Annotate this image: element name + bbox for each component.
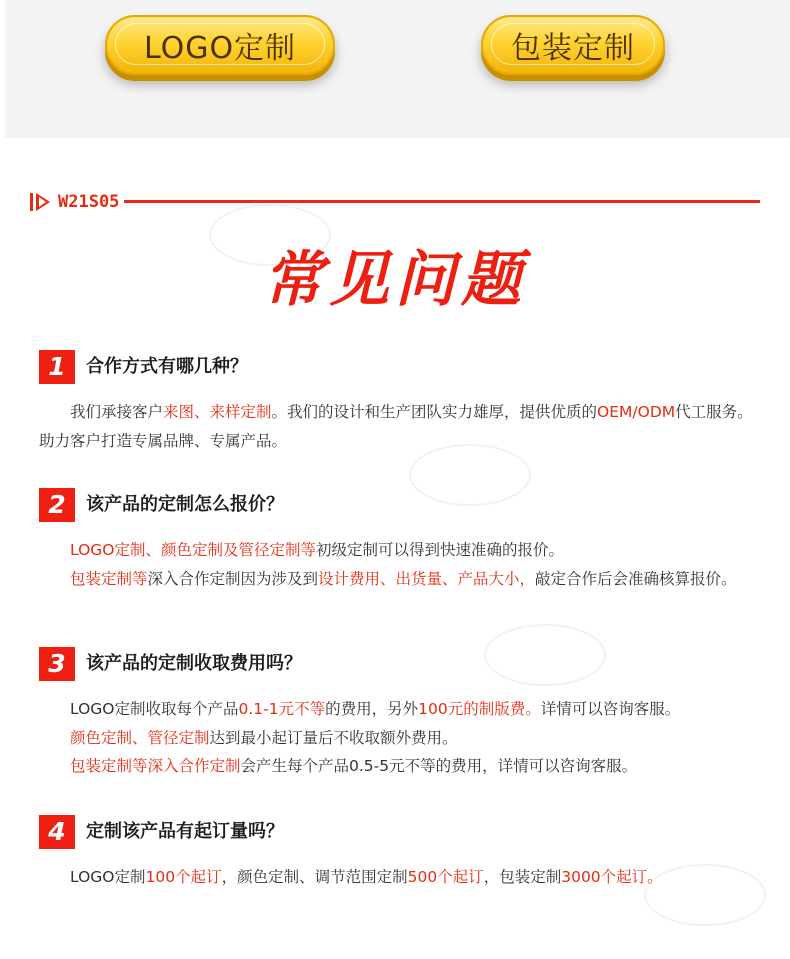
answer-text: ，包装定制 xyxy=(483,868,562,886)
package-custom-label: 包装定制 xyxy=(511,31,635,66)
faq-answer-paragraph xyxy=(39,752,759,781)
highlight-text: 0.1-1元不等 xyxy=(238,700,326,718)
tag-bar-icon xyxy=(30,193,33,211)
highlight-text: OEM/ODM xyxy=(597,403,676,421)
faq-answer-paragraph xyxy=(39,695,759,724)
answer-text: ，颜色定制、调节范围定制 xyxy=(221,868,408,886)
faq-answer-paragraph xyxy=(39,724,759,753)
answer-text: 初级定制可以得到快速准确的报价。 xyxy=(316,541,565,559)
section-code: W21S05 xyxy=(58,192,120,212)
answer-text: 敲定合作后会准确核算报价。 xyxy=(535,569,737,588)
faq-question: 该产品的定制收取费用吗？ xyxy=(86,653,302,674)
faq-answer xyxy=(39,536,759,593)
answer-text: LOGO定制 xyxy=(70,868,146,886)
logo-custom-button[interactable] xyxy=(105,15,335,75)
faq-answer-paragraph xyxy=(39,536,759,565)
faq-answer xyxy=(39,695,759,781)
section-divider xyxy=(124,200,760,203)
logo-custom-label: LOGO定制 xyxy=(143,31,297,66)
faq-question: 该产品的定制怎么报价？ xyxy=(86,494,284,515)
answer-text: 深入合作定制因为涉及到 xyxy=(147,569,319,588)
faq-number-badge: 1 xyxy=(39,350,75,384)
highlight-text: 100个起订 xyxy=(145,868,222,886)
faq-number-badge: 2 xyxy=(39,488,75,522)
answer-text: 代工服务。助力客户打造专属品牌、专属产品。 xyxy=(39,403,753,450)
highlight-text: 包装定制等 xyxy=(70,569,148,588)
faq-number-badge: 3 xyxy=(39,647,75,681)
answer-text: LOGO定制收取每个产品 xyxy=(70,700,239,718)
faq-answer-paragraph xyxy=(39,565,759,594)
highlight-text: 100元的制版费。 xyxy=(418,700,541,718)
highlight-text: 包装定制等深入合作定制 xyxy=(70,757,241,775)
highlight-text: 来图、来样定制 xyxy=(163,403,272,421)
answer-text: 详情可以咨询客服。 xyxy=(540,700,681,718)
answer-text: 。我们的设计和生产团队实力雄厚，提供优质的 xyxy=(271,403,598,421)
faq-answer xyxy=(39,863,759,892)
play-triangle-icon xyxy=(36,193,50,211)
package-custom-button[interactable] xyxy=(481,15,665,75)
highlight-text: 颜色定制、管径定制 xyxy=(70,728,210,747)
answer-text: 我们承接客户 xyxy=(70,403,164,421)
section-tag xyxy=(30,191,119,213)
faq-question: 定制该产品有起订量吗？ xyxy=(86,821,284,842)
watermark-logo xyxy=(480,620,610,690)
faq-question: 合作方式有哪几种？ xyxy=(86,356,248,377)
highlight-text: 3000个起订。 xyxy=(561,868,663,886)
faq-answer-paragraph xyxy=(39,863,759,892)
highlight-text: LOGO定制、颜色定制及管径定制等 xyxy=(70,541,316,559)
answer-text: 达到最小起订量后不收取额外费用。 xyxy=(209,728,458,747)
highlight-text: 500个起订 xyxy=(407,868,484,886)
page-title: 常见问题 xyxy=(263,245,527,315)
faq-answer xyxy=(39,398,759,455)
answer-text: 会产生每个产品0.5-5元不等的费用，详情可以咨询客服。 xyxy=(240,757,638,775)
faq-number-badge: 4 xyxy=(39,815,75,849)
answer-text: 的费用，另外 xyxy=(325,700,419,718)
highlight-text: 设计费用、出货量、产品大小， xyxy=(318,569,536,588)
faq-answer-paragraph xyxy=(39,398,759,455)
